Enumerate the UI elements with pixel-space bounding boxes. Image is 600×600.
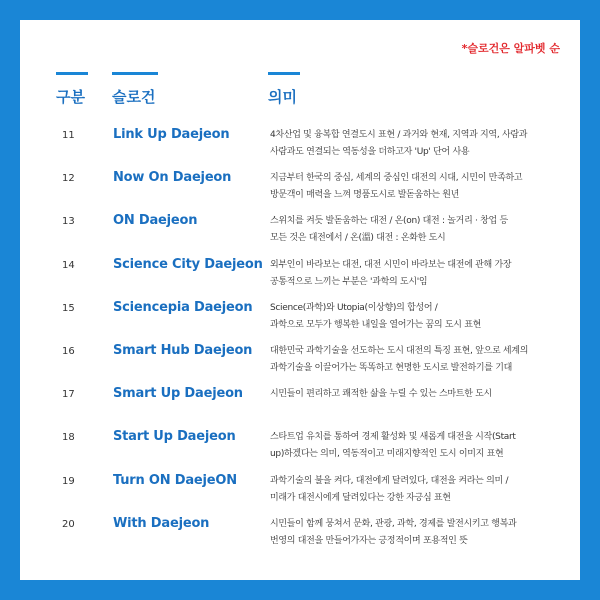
- meaning-line: up)하겠다는 의미, 역동적이고 미래지향적인 도시 이미지 표현: [270, 449, 504, 460]
- row-slogan: Sciencepia Daejeon: [113, 299, 253, 315]
- row-slogan: Smart Up Daejeon: [113, 386, 243, 402]
- column-header-gubun: [56, 72, 88, 107]
- row-slogan: Science City Daejeon: [113, 256, 263, 272]
- meaning-line: 4차산업 및 융복합 연결도시 표현 / 과거와 현재, 지역과 지역, 사람과: [270, 130, 528, 140]
- table-row: [20, 429, 580, 472]
- table-row: [20, 170, 580, 213]
- row-slogan: ON Daejeon: [113, 213, 198, 229]
- meaning-line: 스위치를 켜듯 발돋움하는 대전 / 온(on) 대전 : 놀거리 · 창업 등: [270, 216, 508, 227]
- header-label: 슬로건: [112, 88, 156, 106]
- table-row: [20, 343, 580, 386]
- column-header-slogan: [112, 72, 158, 107]
- content-card: [20, 20, 580, 580]
- row-meaning: [270, 213, 566, 247]
- meaning-line: 과학으로 모두가 행복한 내일을 열어가는 꿈의 도시 표현: [270, 319, 481, 330]
- row-meaning: [270, 386, 566, 403]
- header-accent-bar: [56, 72, 88, 75]
- header-accent-bar: [112, 72, 158, 75]
- meaning-line: 시민들이 편리하고 쾌적한 삶을 누릴 수 있는 스마트한 도시: [270, 389, 492, 400]
- table-row: [20, 213, 580, 256]
- row-meaning: [270, 300, 566, 334]
- header-label: 의미: [268, 88, 297, 106]
- meaning-line: 방문객이 매력을 느껴 명품도시로 발돋움하는 원년: [270, 190, 460, 201]
- row-meaning: [270, 429, 566, 463]
- sort-note: *슬로건은 알파벳 순: [461, 42, 560, 55]
- row-number: 18: [62, 432, 75, 444]
- row-number: 13: [62, 216, 75, 228]
- column-header-meaning: [268, 72, 300, 107]
- table-row: [20, 516, 580, 559]
- row-number: 12: [62, 173, 75, 185]
- meaning-line: 과학기술의 불을 켜다, 대전에게 달려있다, 대전을 켜라는 의미 /: [270, 475, 509, 486]
- row-number: 17: [62, 389, 75, 401]
- table-row: [20, 300, 580, 343]
- row-number: 16: [62, 345, 75, 357]
- meaning-line: 공통적으로 느끼는 부분은 '과학의 도시'임: [270, 276, 428, 287]
- meaning-line: Science(과학)와 Utopia(이상향)의 합성어 /: [270, 302, 438, 313]
- row-meaning: [270, 170, 566, 204]
- meaning-line: 모든 것은 대전에서 / 온(溫) 대전 : 온화한 도시: [270, 233, 446, 244]
- meaning-line: 과학기술을 이끌어가는 똑똑하고 현명한 도시로 발전하기를 기대: [270, 362, 513, 373]
- row-number: 15: [62, 302, 75, 314]
- row-meaning: [270, 473, 566, 507]
- row-slogan: With Daejeon: [113, 515, 210, 531]
- table-row: [20, 473, 580, 516]
- table-row: [20, 257, 580, 300]
- table-row: [20, 386, 580, 429]
- header-label: 구분: [56, 88, 85, 106]
- row-meaning: [270, 127, 566, 161]
- meaning-line: 미래가 대전시에게 달려있다는 강한 자긍심 표현: [270, 492, 451, 503]
- meaning-line: 대한민국 과학기술을 선도하는 도시 대전의 특징 표현, 앞으로 세계의: [270, 345, 529, 356]
- table-row: [20, 127, 580, 170]
- meaning-line: 시민들이 함께 뭉쳐서 문화, 관광, 과학, 경제를 발전시키고 행복과: [270, 518, 517, 529]
- row-number: 19: [62, 475, 75, 487]
- row-slogan: Link Up Daejeon: [113, 127, 230, 142]
- row-number: 20: [62, 518, 75, 530]
- row-meaning: [270, 257, 566, 291]
- meaning-line: 스타트업 유치를 통하여 경제 활성화 및 새롭게 대전을 시작(Start: [270, 432, 516, 443]
- row-slogan: Start Up Daejeon: [113, 429, 236, 445]
- row-number: 14: [62, 259, 75, 271]
- meaning-line: 지금부터 한국의 중심, 세계의 중심인 대전의 시대, 시민이 만족하고: [270, 173, 523, 184]
- row-slogan: Smart Hub Daejeon: [113, 342, 253, 358]
- row-number: 11: [62, 130, 75, 141]
- meaning-line: 번영의 대전을 만들어가자는 긍정적이며 포용적인 뜻: [270, 535, 468, 546]
- row-meaning: [270, 343, 566, 377]
- header-accent-bar: [268, 72, 300, 75]
- meaning-line: 외부인이 바라보는 대전, 대전 시민이 바라보는 대전에 관해 가장: [270, 259, 512, 270]
- meaning-line: 사람과도 연결되는 역동성을 더하고자 'Up' 단어 사용: [270, 147, 470, 157]
- slogan-table: [20, 127, 580, 559]
- row-slogan: Now On Daejeon: [113, 170, 232, 186]
- row-meaning: [270, 516, 566, 550]
- row-slogan: Turn ON DaejeON: [113, 472, 237, 488]
